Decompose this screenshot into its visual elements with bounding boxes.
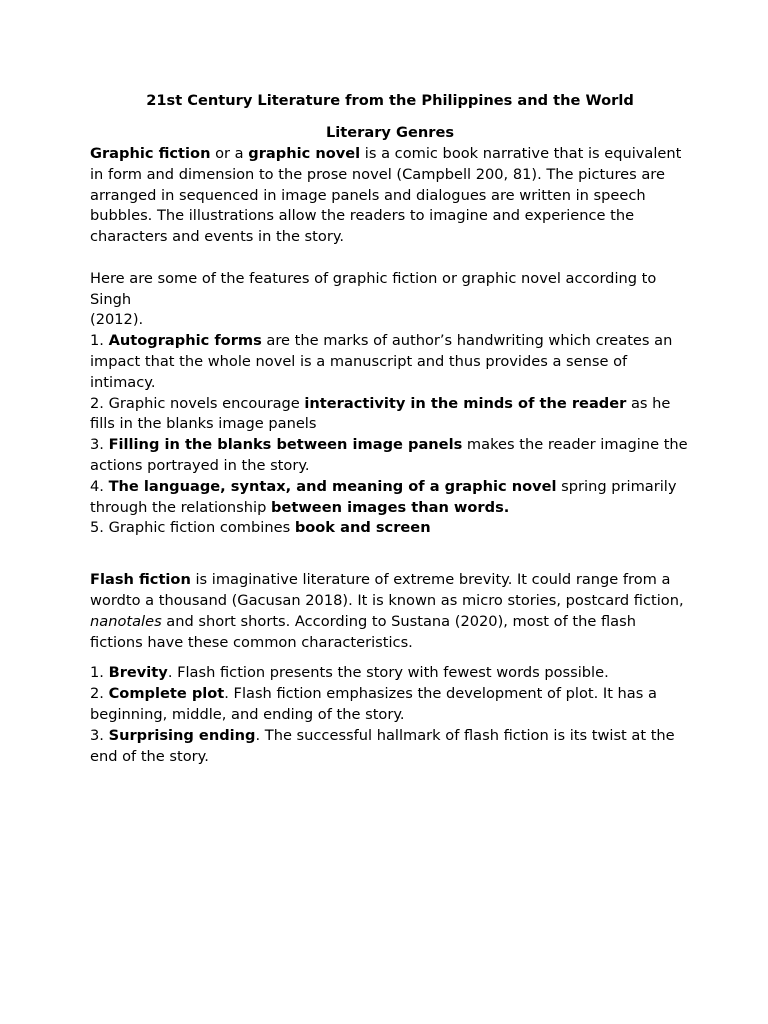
characteristic-prefix: 2.: [90, 685, 109, 703]
flash-fiction-intro: [90, 570, 690, 653]
features-lead: Here are some of the features of graphic fiction or graphic novel according to Singh: [90, 269, 657, 308]
characteristic-item: [90, 684, 690, 726]
feature-prefix: 1.: [90, 332, 109, 350]
feature-text: as he fills in the blanks image panels: [90, 394, 671, 433]
term-flash-fiction: Flash fiction: [90, 571, 191, 589]
feature-prefix: 2. Graphic novels encourage: [90, 394, 305, 412]
feature-term: book and screen: [294, 519, 431, 537]
feature-term: Filling in the blanks between image panels: [108, 436, 463, 454]
characteristic-text: . Flash fiction presents the story with fewest words possible.: [167, 664, 609, 682]
feature-term: Autographic forms: [108, 332, 262, 350]
characteristic-prefix: 1.: [90, 664, 109, 682]
feature-item: [90, 477, 690, 519]
term-graphic-novel: graphic novel: [248, 145, 361, 162]
feature-term: interactivity in the minds of the reader: [304, 394, 627, 412]
characteristic-term: Complete plot: [108, 685, 225, 703]
feature-prefix: 4.: [90, 477, 109, 495]
term-nanotales: nanotales: [90, 612, 162, 630]
characteristic-term: Brevity: [108, 664, 168, 682]
feature-term-2: between images than words.: [271, 498, 510, 516]
feature-prefix: 5. Graphic fiction combines: [90, 519, 295, 537]
document-title: 21st Century Literature from the Philippines and the World: [146, 92, 634, 109]
characteristic-term: Surprising ending: [108, 726, 256, 744]
paragraph-gap: [90, 653, 690, 663]
feature-item: [90, 394, 690, 436]
flash-intro-text-2: and short shorts. According to Sustana (2020), most of the flash fictions have these common characteristics.: [90, 612, 636, 651]
characteristic-item: [90, 663, 690, 684]
paragraph-gap: [90, 248, 690, 269]
feature-term: The language, syntax, and meaning of a graphic novel: [108, 477, 557, 495]
feature-text: spring primarily through the relationship: [90, 477, 677, 516]
flash-intro-text-1: is imaginative literature of extreme brevity. It could range from a wordto a thousand (Gacusan 2018). It is known as micro stories, postcard fiction,: [90, 571, 684, 609]
characteristic-text: . Flash fiction emphasizes the development of plot. It has a beginning, middle, and ending of the story.: [90, 685, 657, 723]
feature-prefix: 3.: [90, 436, 109, 454]
intro-connector: or a: [210, 145, 249, 162]
feature-item: [90, 331, 690, 393]
feature-text: makes the reader imagine the actions portrayed in the story.: [90, 436, 688, 474]
features-lead-year: (2012).: [90, 311, 144, 329]
feature-item: [90, 518, 690, 539]
feature-item: [90, 435, 690, 477]
feature-text: are the marks of author’s handwriting which creates an impact that the whole novel is a manuscript and thus provides a sense of intimacy.: [90, 332, 673, 391]
graphic-fiction-intro: [90, 144, 690, 248]
characteristic-item: [90, 726, 690, 768]
document-page: [90, 90, 690, 767]
section-gap: [90, 539, 690, 570]
section-title: Literary Genres: [325, 124, 455, 141]
term-graphic-fiction: Graphic fiction: [90, 145, 211, 162]
intro-text: is a comic book narrative that is equivalent in form and dimension to the prose novel (Campbell 200, 81). The pictures are arranged in sequenced in image panels and dialogues are written in speech bubbles. The illustrations allow the readers to imagine and experience the characters and events in the story.: [90, 145, 682, 246]
characteristic-prefix: 3.: [90, 726, 109, 744]
characteristic-text: . The successful hallmark of flash fiction is its twist at the end of the story.: [90, 726, 675, 765]
